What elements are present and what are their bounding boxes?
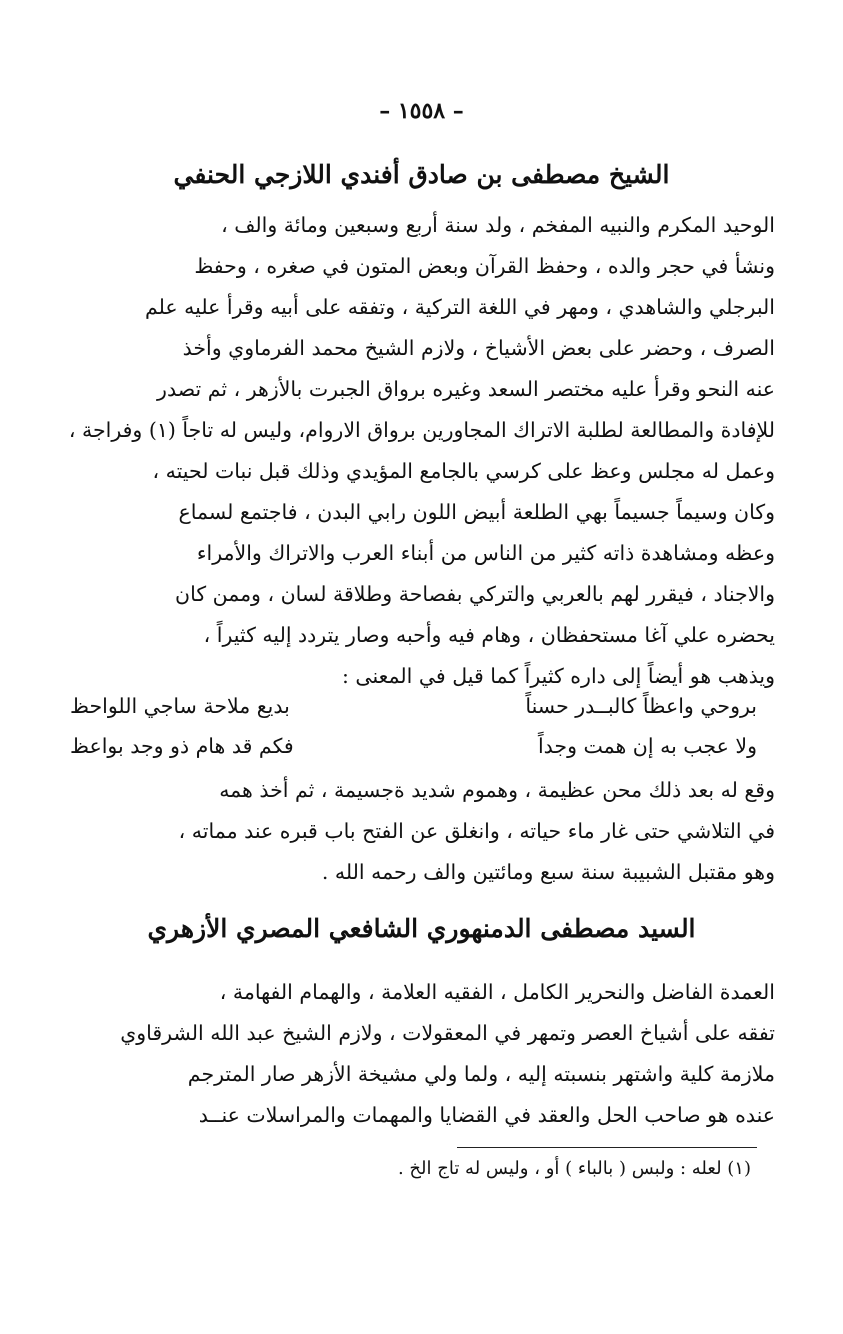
biography-body-1-continued bbox=[62, 770, 775, 893]
biography-body-2 bbox=[62, 972, 775, 1136]
text-line: البرجلي والشاهدي ، ومهر في اللغة التركية ، وتفقه على أبيه وقرأ عليه علم bbox=[144, 295, 775, 319]
verse-first-hemistich: بروحي واعظاً كالبــدر حسناً bbox=[525, 694, 757, 718]
verse-second-hemistich: فكم قد هام ذو وجد بواعظ bbox=[70, 734, 294, 758]
text-line: يحضره علي آغا مستحفظان ، وهام فيه وأحبه وصار يتردد إليه كثيراً ، bbox=[203, 623, 775, 647]
text-line: ونشأ في حجر والده ، وحفظ القرآن وبعض المتون في صغره ، وحفظ bbox=[194, 254, 775, 278]
footnote: (١) لعله : ولبس ( بالباء ) أو ، وليس له تاج الخ . bbox=[397, 1158, 751, 1179]
text-line: عنده هو صاحب الحل والعقد في القضايا والمهمات والمراسلات عنــد bbox=[198, 1103, 775, 1127]
text-line: ملازمة كلية واشتهر بنسبته إليه ، ولما ولي مشيخة الأزهر صار المترجم bbox=[187, 1062, 775, 1086]
text-line: وعمل له مجلس وعظ على كرسي بالجامع المؤيدي وذلك قبل نبات لحيته ، bbox=[152, 459, 775, 483]
text-line: والاجناد ، فيقرر لهم بالعربي والتركي بفصاحة وطلاقة لسان ، وممن كان bbox=[175, 582, 775, 606]
text-line: وهو مقتبل الشبيبة سنة سبع ومائتين والف رحمه الله . bbox=[321, 860, 775, 884]
biography-title-1: الشيخ مصطفى بن صادق أفندي اللازجي الحنفي bbox=[173, 160, 670, 189]
text-line: العمدة الفاضل والنحرير الكامل ، الفقيه العلامة ، والهمام الفهامة ، bbox=[219, 980, 775, 1004]
text-line: وكان وسيماً جسيماً بهي الطلعة أبيض اللون رابي البدن ، فاجتمع لسماع bbox=[178, 500, 775, 524]
biography-title-2: السيد مصطفى الدمنهوري الشافعي المصري الأزهري bbox=[147, 914, 696, 943]
verse-second-hemistich: بديع ملاحة ساجي اللواحظ bbox=[70, 694, 290, 718]
verse-first-hemistich: ولا عجب به إن همت وجداً bbox=[537, 734, 757, 758]
text-line: الصرف ، وحضر على بعض الأشياخ ، ولازم الشيخ محمد الفرماوي وأخذ bbox=[182, 336, 775, 360]
biography-body-1 bbox=[62, 205, 775, 697]
footnote-divider bbox=[457, 1147, 757, 1148]
verse-line bbox=[70, 726, 757, 766]
poem-verses bbox=[70, 686, 757, 766]
text-line: تفقه على أشياخ العصر وتمهر في المعقولات ، ولازم الشيخ عبد الله الشرقاوي bbox=[120, 1021, 775, 1045]
page-number: – ١٥٥٨ – bbox=[379, 98, 464, 124]
text-line: في التلاشي حتى غار ماء حياته ، وانغلق عن الفتح باب قبره عند مماته ، bbox=[178, 819, 775, 843]
text-line: للإفادة والمطالعة لطلبة الاتراك المجاورين برواق الاروام، وليس له تاجاً (١) وفراجة ، bbox=[68, 418, 775, 442]
text-line: عنه النحو وقرأ عليه مختصر السعد وغيره برواق الجبرت بالأزهر ، ثم تصدر bbox=[157, 377, 775, 401]
text-line: ويذهب هو أيضاً إلى داره كثيراً كما قيل في المعنى : bbox=[341, 664, 775, 688]
verse-line bbox=[70, 686, 757, 726]
text-line: وقع له بعد ذلك محن عظيمة ، وهموم شديد ةجسيمة ، ثم أخذ همه bbox=[219, 778, 775, 802]
text-line: وعظه ومشاهدة ذاته كثير من الناس من أبناء العرب والاتراك والأمراء bbox=[196, 541, 775, 565]
text-line: الوحيد المكرم والنبيه المفخم ، ولد سنة أربع وسبعين ومائة والف ، bbox=[221, 213, 775, 237]
